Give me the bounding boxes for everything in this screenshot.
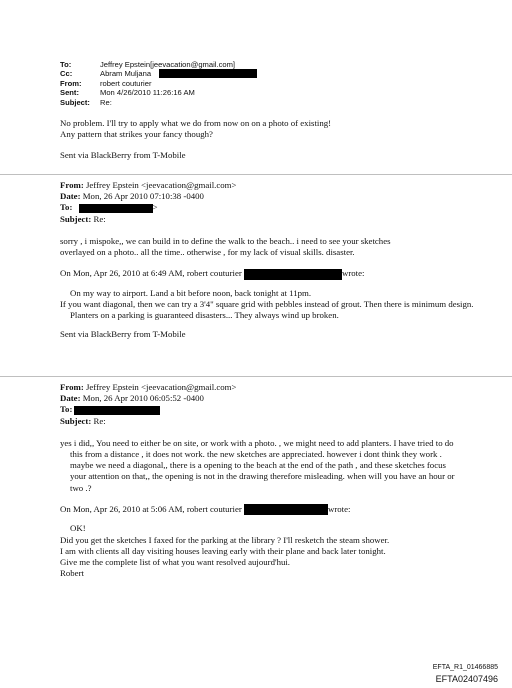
quote-wrote-text: wrote: xyxy=(341,268,365,279)
message-3-date xyxy=(60,393,480,404)
message-3-to xyxy=(60,404,480,415)
message-2-body-line1: sorry , i mispoke,, we can build in to define the walk to the beach.. i need to see your sketches xyxy=(60,235,391,246)
subject-value: Re: xyxy=(93,213,106,224)
message-3-from xyxy=(60,382,480,393)
subject-value: Re: xyxy=(100,97,112,107)
footer-ref-1: EFTA_R1_01466885 xyxy=(432,664,498,671)
redaction-box xyxy=(79,204,153,213)
message-2-quote-line1: On my way to airport. Land a bit before noon, back tonight at 11pm. xyxy=(70,287,312,298)
separator-2 xyxy=(0,376,512,377)
subject-label: Subject: xyxy=(60,213,92,224)
message-3-reply-line1: Did you get the sketches I faxed for the parking at the library ? I'll resketch the steam shower. xyxy=(60,534,390,545)
email-header xyxy=(60,60,257,107)
date-label: Date: xyxy=(60,191,81,202)
date-value: Mon, 26 Apr 2010 07:10:38 -0400 xyxy=(82,191,204,202)
redaction-box xyxy=(74,406,160,415)
message-3-reply-line4: Robert xyxy=(60,568,84,579)
from-tail: > xyxy=(231,382,237,392)
quote-wrote-text: wrote: xyxy=(327,503,351,514)
redaction-box xyxy=(244,504,328,515)
sent-row xyxy=(60,88,257,97)
quote-intro-text: On Mon, Apr 26, 2010 at 5:06 AM, robert couturier xyxy=(60,503,242,514)
from-tail: > xyxy=(231,180,237,190)
subject-label: Subject: xyxy=(60,415,92,426)
message-3 xyxy=(60,382,480,579)
to-label: To: xyxy=(60,404,73,415)
message-2-signature: Sent via BlackBerry from T-Mobile xyxy=(60,329,186,340)
message-3-reply-ok: OK! xyxy=(70,523,86,534)
subject-row xyxy=(60,98,257,107)
from-row xyxy=(60,79,257,88)
message-2-quote-intro xyxy=(60,268,480,279)
quote-intro-text: On Mon, Apr 26, 2010 at 6:49 AM, robert couturier xyxy=(60,268,242,279)
from-email: jeevacation@gmail.com xyxy=(146,382,232,392)
to-value: Jeffrey Epstein[jeevacation@gmail.com] xyxy=(100,60,236,69)
to-row xyxy=(60,60,257,69)
message-2-date xyxy=(60,191,480,202)
cc-row xyxy=(60,69,257,78)
redaction-box xyxy=(159,69,257,78)
to-label: To: xyxy=(60,202,73,213)
from-name: Jeffrey Epstein < xyxy=(85,180,146,190)
message-2-to xyxy=(60,202,480,213)
from-name: Jeffrey Epstein < xyxy=(85,382,146,392)
message-3-body: yes i did,, You need to either be on site, or work with a photo. , we might need to add planters. I have tried to do this from a distance , it does not work. the new sketches are appreciated. however i dont think they work . maybe we need a diagonal,, there is a opening to the beach at the end of the path , and these sketches focus your attention on that,, the opening is not in the drawing therefore misleading. when will you have an hour or two .? xyxy=(60,437,455,493)
from-label: From: xyxy=(60,78,82,88)
message-1-line2: Any pattern that strikes your fancy though? xyxy=(60,129,213,140)
from-label: From: xyxy=(60,180,84,190)
separator-1 xyxy=(0,174,512,175)
sent-value: Mon 4/26/2010 11:26:16 AM xyxy=(100,88,195,98)
message-2-body-line2: overlayed on a photo.. all the time.. otherwise , for my lack of visual skills. disaster. xyxy=(60,247,355,258)
message-2-quote-line2: If you want diagonal, then we can try a 3'4" square grid with pebbles instead of grout. Then there is minimum design. Planters on a parking is guaranteed disasters... They always wind up broken. xyxy=(60,298,474,321)
message-3-subject xyxy=(60,416,480,427)
message-3-quote-intro xyxy=(60,504,480,515)
from-value: robert couturier xyxy=(100,78,152,88)
message-2-from xyxy=(60,180,480,191)
message-3-reply-line2: I am with clients all day visiting houses leaving early with their plane and back later tonight. xyxy=(60,545,386,556)
message-1-signature: Sent via BlackBerry from T-Mobile xyxy=(60,150,186,161)
message-1-line1: No problem. I'll try to apply what we do from now on on a photo of existing! xyxy=(60,118,332,128)
sent-label: Sent: xyxy=(60,88,79,98)
cc-value: Abram Muljana xyxy=(100,69,152,79)
redaction-box xyxy=(244,269,342,280)
message-2 xyxy=(60,180,480,341)
from-email: jeevacation@gmail.com xyxy=(146,180,232,190)
to-tail: > xyxy=(152,202,158,213)
message-1 xyxy=(60,118,480,162)
message-3-reply-line3: Give me the complete list of what you want resolved aujourd'hui. xyxy=(60,556,291,567)
subject-label: Subject: xyxy=(60,97,90,107)
cc-label: Cc: xyxy=(60,69,73,79)
to-label: To: xyxy=(60,60,72,69)
message-2-subject xyxy=(60,214,480,225)
date-label: Date: xyxy=(60,393,81,404)
subject-value: Re: xyxy=(93,415,106,426)
from-label: From: xyxy=(60,382,84,392)
footer-ref-2: EFTA02407496 xyxy=(435,674,498,684)
date-value: Mon, 26 Apr 2010 06:05:52 -0400 xyxy=(82,393,204,404)
